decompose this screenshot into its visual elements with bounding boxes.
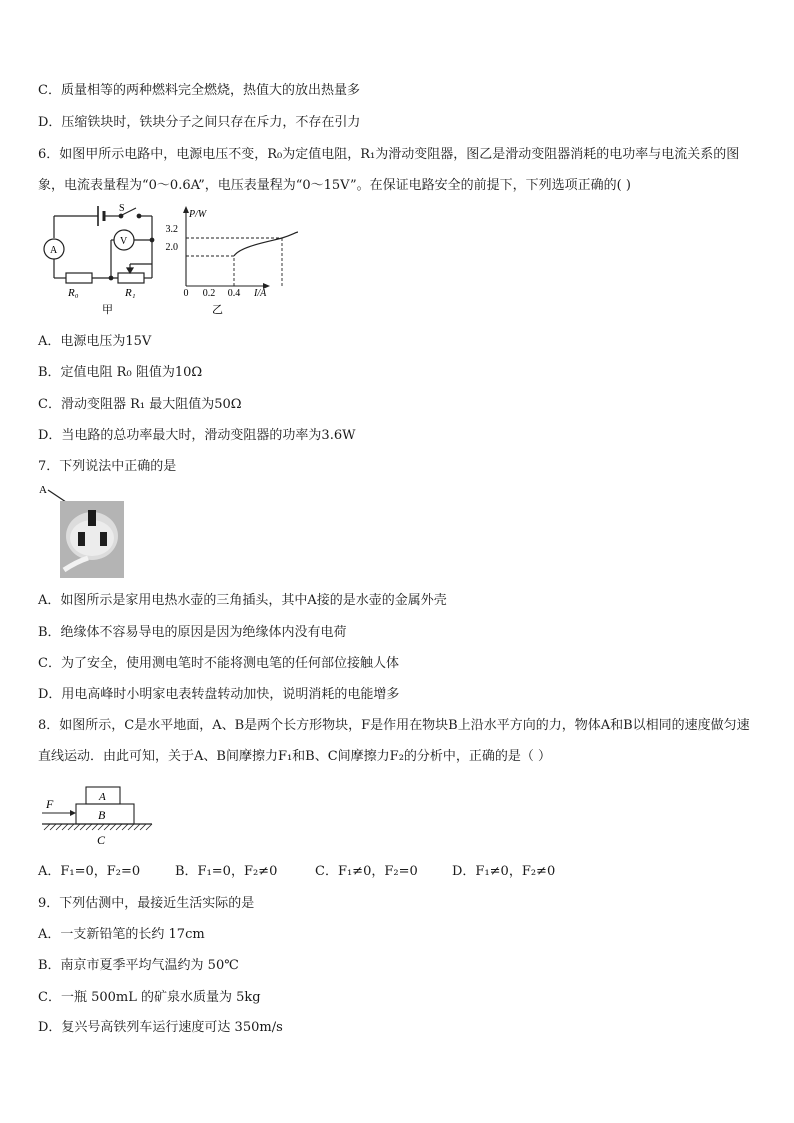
q9-option-c: C．一瓶 500mL 的矿泉水质量为 5kg — [38, 990, 261, 1005]
x-axis-label: I/A — [254, 288, 267, 299]
q6-option-d: D．当电路的总功率最大时，滑动变阻器的功率为3.6W — [38, 428, 356, 443]
q7-option-a: A．如图所示是家用电热水壶的三角插头，其中A接的是水壶的金属外壳 — [38, 593, 447, 608]
q9-option-b: B．南京市夏季平均气温约为 50℃ — [38, 958, 239, 973]
q7-option-b: B．绝缘体不容易导电的原因是因为绝缘体内没有电荷 — [38, 625, 347, 640]
x-tick-0: 0 — [183, 288, 189, 299]
q6-option-c: C．滑动变阻器 R₁ 最大阻值为50Ω — [38, 397, 242, 412]
q6-figure — [38, 200, 298, 318]
switch-label: S — [119, 203, 125, 214]
q9-option-d: D．复兴号高铁列车运行速度可达 350m/s — [38, 1020, 283, 1035]
q8-stem: 8．如图所示，C是水平地面，A、B是两个长方形物块，F是作用在物块B上沿水平方向的力，物体A和B以相同的速度做匀速直线运动．由此可知，关于A、B间摩擦力F₁和B、C间摩擦力F₂的分析中，正确的是（ ） — [38, 718, 750, 764]
plug-pin-left — [78, 532, 85, 546]
q9-option-a: A．一支新铅笔的长约 17cm — [38, 927, 205, 942]
q7-option-c: C．为了安全，使用测电笔时不能将测电笔的任何部位接触人体 — [38, 656, 399, 671]
q8-option-a: A．F₁=0，F₂=0 — [38, 864, 141, 879]
x-tick-0-2: 0.2 — [202, 288, 216, 299]
power-curve — [234, 232, 298, 256]
q6-option-b: B．定值电阻 R₀ 阻值为10Ω — [38, 365, 203, 380]
plug-pin-top — [88, 510, 96, 526]
block-b-label: B — [98, 808, 106, 822]
q8-option-d: D．F₁≠0，F₂≠0 — [452, 864, 556, 879]
q7-stem: 7．下列说法中正确的是 — [38, 459, 177, 474]
ammeter-label: A — [50, 245, 58, 256]
ground-hatch — [44, 824, 152, 830]
circuit-diagram — [44, 206, 154, 283]
q7-option-d: D．用电高峰时小明家电表转盘转动加快，说明消耗的电能增多 — [38, 687, 400, 702]
plug-pin-right — [100, 532, 107, 546]
q9-stem: 9．下列估测中，最接近生活实际的是 — [38, 896, 255, 911]
y-axis-label: P/W — [189, 209, 207, 220]
q6-option-a: A．电源电压为15V — [38, 334, 152, 349]
circuit-caption: 甲 — [102, 304, 113, 316]
force-label: F — [46, 797, 54, 811]
r0-label: R₀ — [68, 287, 79, 299]
plug-photo — [36, 480, 128, 580]
ground-label: C — [97, 833, 106, 847]
q8-option-c: C．F₁≠0，F₂=0 — [315, 864, 418, 879]
q6-stem: 6．如图甲所示电路中，电源电压不变，R₀为定值电阻，R₁为滑动变阻器，图乙是滑动变阻器消耗的电功率与电流关系的图象，电流表量程为“0～0.6A”，电压表量程为“0～15V”。在保证电路安全的前提下，下列选项正确的( ) — [38, 147, 740, 193]
q5-option-c: C．质量相等的两种燃料完全燃烧，热值大的放出热量多 — [38, 83, 360, 98]
plug-label-a: A — [39, 484, 47, 496]
r1-label: R₁ — [125, 287, 136, 299]
q8-option-b: B．F₁=0，F₂≠0 — [175, 864, 278, 879]
block-a-label: A — [99, 791, 106, 803]
blocks-figure — [38, 784, 158, 850]
voltmeter-label: V — [120, 236, 128, 247]
q5-option-d: D．压缩铁块时，铁块分子之间只存在斥力，不存在引力 — [38, 115, 361, 130]
x-tick-0-4: 0.4 — [227, 288, 241, 299]
y-tick-2-0: 2.0 — [165, 242, 178, 253]
graph-caption: 乙 — [212, 304, 223, 316]
y-tick-3-2: 3.2 — [165, 224, 178, 235]
